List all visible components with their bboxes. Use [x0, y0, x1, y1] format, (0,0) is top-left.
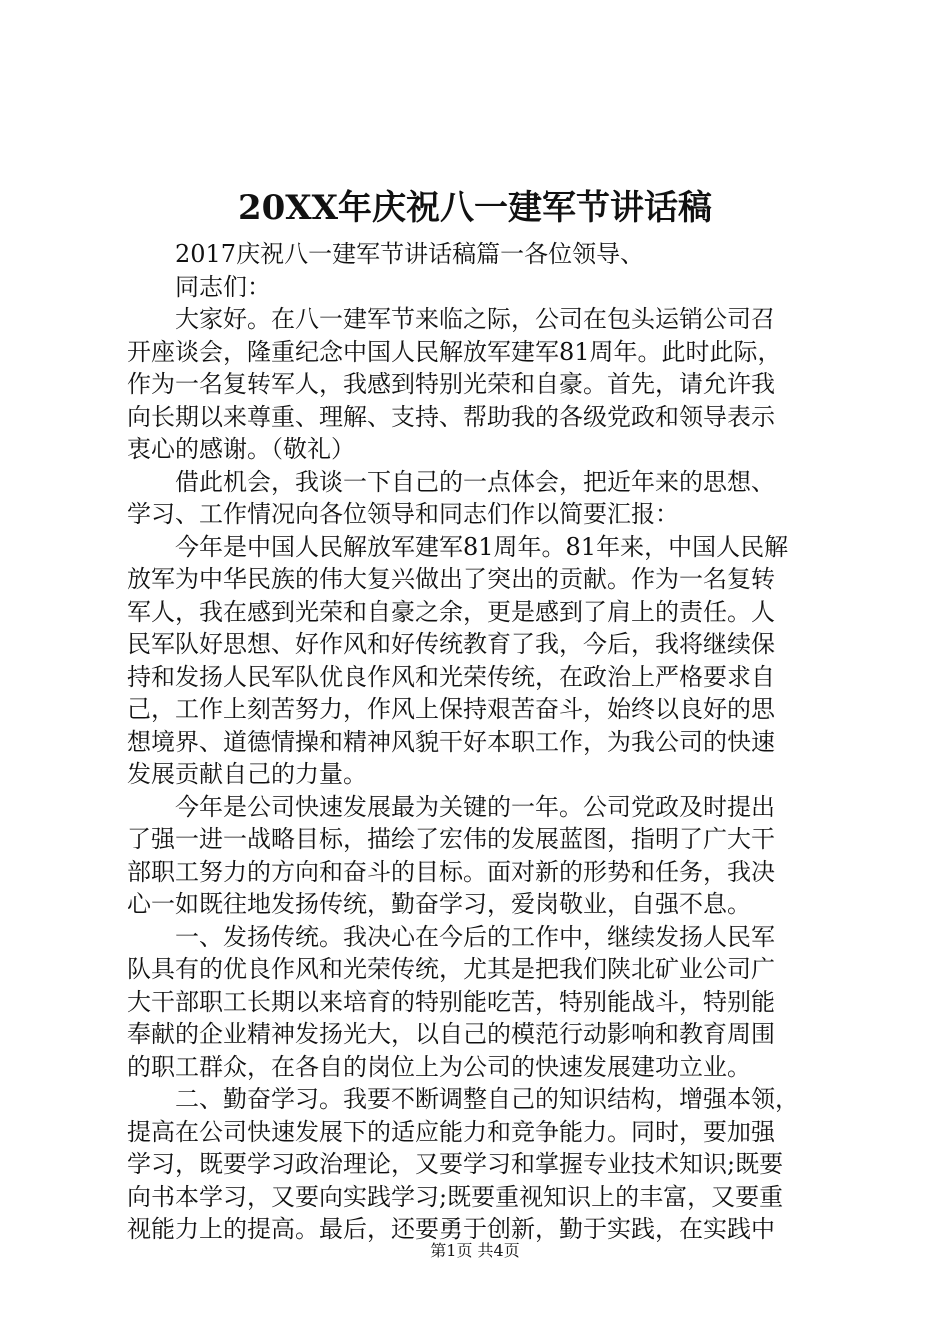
- body-line: 大干部职工长期以来培育的特别能吃苦，特别能战斗，特别能: [127, 987, 775, 1016]
- body-line: 借此机会，我谈一下自己的一点体会，把近年来的思想、: [175, 467, 775, 496]
- body-line: 今年是公司快速发展最为关键的一年。公司党政及时提出: [175, 792, 775, 821]
- body-line: 心一如既往地发扬传统，勤奋学习，爱岗敬业，自强不息。: [127, 890, 751, 918]
- page-footer: 第1页 共4页: [430, 1241, 520, 1260]
- body-line: 持和发扬人民军队优良作风和光荣传统，在政治上严格要求自: [127, 662, 775, 691]
- body-line: 想境界、道德情操和精神风貌干好本职工作，为我公司的快速: [127, 727, 775, 756]
- body-line: 放军为中华民族的伟大复兴做出了突出的贡献。作为一名复转: [127, 565, 775, 593]
- body-line: 发展贡献自己的力量。: [127, 760, 367, 788]
- body-line: 学习、工作情况向各位领导和同志们作以简要汇报：: [127, 500, 679, 528]
- body-line: 开座谈会，隆重纪念中国人民解放军建军81周年。此时此际，: [127, 337, 782, 366]
- body-line: 军人，我在感到光荣和自豪之余，更是感到了肩上的责任。人: [127, 597, 775, 626]
- body-line: 同志们：: [175, 272, 271, 301]
- body-line: 提高在公司快速发展下的适应能力和竞争能力。同时，要加强: [127, 1117, 775, 1146]
- body-line: 己，工作上刻苦努力，作风上保持艰苦奋斗，始终以良好的思: [127, 695, 775, 723]
- body-line: 奉献的企业精神发扬光大，以自己的模范行动影响和教育周围: [127, 1020, 775, 1048]
- body-line: 视能力上的提高。最后，还要勇于创新，勤于实践，在实践中: [127, 1215, 775, 1243]
- body-line: 作为一名复转军人，我感到特别光荣和自豪。首先，请允许我: [127, 370, 775, 398]
- body-line: 学习，既要学习政治理论，又要学习和掌握专业技术知识;既要: [127, 1150, 784, 1178]
- body-line: 了强一进一战略目标，描绘了宏伟的发展蓝图，指明了广大干: [127, 825, 775, 853]
- document-body: [127, 238, 827, 1246]
- body-line: 向长期以来尊重、理解、支持、帮助我的各级党政和领导表示: [127, 402, 775, 431]
- body-line: 二、勤奋学习。我要不断调整自己的知识结构，增强本领，: [175, 1085, 799, 1113]
- body-line: 部职工努力的方向和奋斗的目标。面对新的形势和任务，我决: [127, 857, 775, 886]
- body-line: 衷心的感谢。（敬礼）: [127, 435, 355, 463]
- body-line: 一、发扬传统。我决心在今后的工作中，继续发扬人民军: [175, 922, 775, 951]
- body-line: 民军队好思想、好作风和好传统教育了我，今后，我将继续保: [127, 630, 775, 658]
- document-title: 20XX年庆祝八一建军节讲话稿: [237, 188, 713, 228]
- body-line: 2017庆祝八一建军节讲话稿篇一各位领导、: [175, 240, 645, 268]
- body-line: 队具有的优良作风和光荣传统，尤其是把我们陕北矿业公司广: [127, 955, 775, 983]
- body-line: 向书本学习，又要向实践学习;既要重视知识上的丰富，又要重: [127, 1182, 784, 1211]
- body-line: 大家好。在八一建军节来临之际，公司在包头运销公司召: [175, 305, 775, 333]
- body-line: 的职工群众，在各自的岗位上为公司的快速发展建功立业。: [127, 1052, 751, 1081]
- body-line: 今年是中国人民解放军建军81周年。81年来，中国人民解: [175, 532, 789, 561]
